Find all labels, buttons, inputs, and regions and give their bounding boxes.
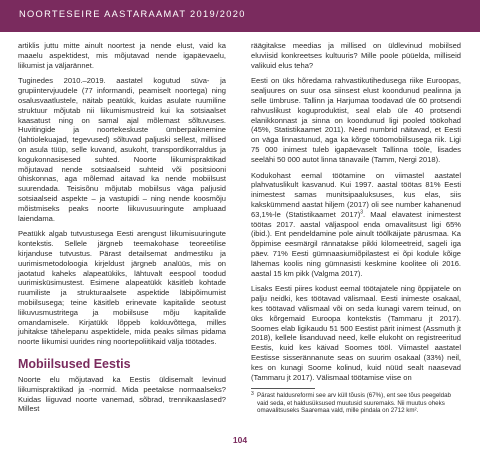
paragraph-text: . Maal elavatest inimestest töötas 2017. aastal väljaspool enda omavalitsust ligi 65% (ibid.). Ent pendeldamine pole ainult töölkäijate pärusmaa. Ka õppimise eesmärgil rännatakse pikki kilomeetreid, sageli iga päev. 71% Eesti gümnaasiumiõpilastest ei õpi kodule kõige lähemas koolis ning gümnasisti keskmine koolitee oli 2016. aastal 15 km pikk (Valgma 2017). (251, 209, 461, 278)
page-number: 104 (232, 435, 248, 445)
footnote-divider (251, 388, 315, 389)
paragraph-text: Kodukohast eemal töötamine on viimastel aastatel plahvatuslikult kasvanud. Kui 1997. aastal töötas 81% Eesti inimestest samas munitsipaaluksuses, kus elas, siis kakskümmend aastat hiljem (2017) oli see number kahanenud 63,1%-le (Statistikaamet 2017) (251, 170, 461, 219)
paragraph: Peatükk algab tutvustusega Eesti arengust liikumisuuringute kontekstis. Sellele järgneb teemakohase teoreetilise kirjanduse tutvustus. Pärast detailsemat andmestiku ja uurimismetodoloogia kirjeldust järgneb analüüs, mis on jaotatud kaheks alapeatükiks, lähtuvalt eespool toodud uurimisküsimustest. Esimene alapeatükk käsitleb kohtade ruumiliste ja strukturaalsete aspektide läbipõimumist mobiilsusega; teine käsitleb erinevate kapitalide seotust liikuvusmustritega ja mobiilsuse mõju kapitalide omandamisele. Kirjatükk lõppeb kokkuvõttega, milles juhitakse tähelepanu aspektidele, mida peaks silmas pidama noorte liikumisi uurides ning noortepoliitikaid välja töötades. (18, 229, 226, 347)
page-header-bar (0, 0, 480, 32)
right-column (251, 41, 461, 415)
paragraph: Lisaks Eesti piires kodust eemal töötajatele ning õppijatele on palju neidki, kes töötavad välismaal. Eesti inimeste osakaal, kes töötavad välismaal või on seda kunagi varem teinud, on üks kõrgemaid Euroopa kontekstis (Tammaru jt 2017). Soomes elab ligikaudu 51 500 Eestist pärit inimest (Assmuth jt 2018), kellele lisanduvad need, kelle elukoht on registreeritud Eestis, kuid kes käivad Soomes tööl. Viimastel aastatel Eestisse sisserännanute seas on suurim osakaal (33%) neil, kes on kunagi Soome kolinud, kuid nüüd sealt naasevad (Tammaru jt 2017). Välismaal töötamise viise on (251, 284, 461, 382)
paragraph (251, 171, 461, 279)
running-header-title: NOORTESEIRE AASTARAAMAT 2019/2020 (19, 9, 246, 19)
footnote-number: 3 (251, 391, 254, 398)
paragraph: Tuginedes 2010.–2019. aastatel kogutud süva- ja grupiintervjuudele (77 informandi, peamiselt noortega) ning osalusvaatlustele, näitab peatükk, kuidas asulate ruumiline struktuur mõjutab nii liikumismustreid kui ka sotsiaalset kaasatust ning on samal ajal mõlemast sõltuvuses. Huvitingide ja noortekeskuste ümberpaiknemine (lahtiolekuajad, tegevused) sõltuvad paljuski sellest, millised on asula tüüp, selle kuvand, asukoht, transpordikorraldus ja kogukonnasisesed suhted. Noorte liikumispraktikad mõjutavad nende sotsiaalseid suhteid või positsiooni ühiskonnas, aga mõlemad aitavad ka nende mobiilsust suurendada. Teisisõnu mõjutab mobiilsus väga paljusid sotsiaalseid aspekte – ja vastupidi – ning nende koosmõju mõistmiseks peaks noorte liikuvusuuringute ampluaad laiendama. (18, 76, 226, 223)
footnote-reference: 3 (360, 209, 364, 216)
left-column (18, 41, 226, 420)
paragraph: artiklis juttu mitte ainult noortest ja nende elust, vaid ka maaelu aspektidest, mis mõjutavad nende igapäevaelu, liikumist ja väljarännet. (18, 41, 226, 70)
paragraph: Eesti on üks hõredama rahvastikutihedusega riike Euroopas, sealjuures on suur osa siinsest elust koondunud pealinna ja selle ümbruse. Tallinn ja Harjumaa toodavad üle 60 protsendi rahvuslikust koguproduktist, seal elab üle 40 protsendi elanikkonnast ja sinna on koondunud ligi pooled töökohad (45%, Statistikaamet 2011). Need numbrid näitavad, et Eesti on väga linnastunud, aga ka kõrge tööomobiilsusega riik. Ligi 75 000 inimest tuleb igapäevaselt Tallinna tööle, lisades seelähi 50 000 autot linna tänavaile (Tamm, Nergi 2018). (251, 76, 461, 164)
paragraph: räägitakse meedias ja millised on üldlevinud mobiilsed eluviisid konkreetses kultuuris? Mille poole püüelda, milliseid valikuid elus teha? (251, 41, 461, 70)
footnote-text: Pärast haldusreformi see arv küll tõusis (67%), ent see tõus peegeldab vaid seda, et haldusüksused muutusid suuremaks. Nii muutus oheks omavalitsuseks Saaremaa vald, mille pindala on 2712 km². (257, 392, 451, 415)
footnote (251, 392, 461, 414)
paragraph: Noorte elu mõjutavad ka Eestis üldisemalt levinud liikumispraktikad ja -normid. Mida peetakse normaalseks? Kuidas liiguvad noorte vanemad, sõbrad, trennikaaslased? Millest (18, 374, 226, 414)
section-heading: Mobiilsused Eestis (18, 356, 131, 371)
